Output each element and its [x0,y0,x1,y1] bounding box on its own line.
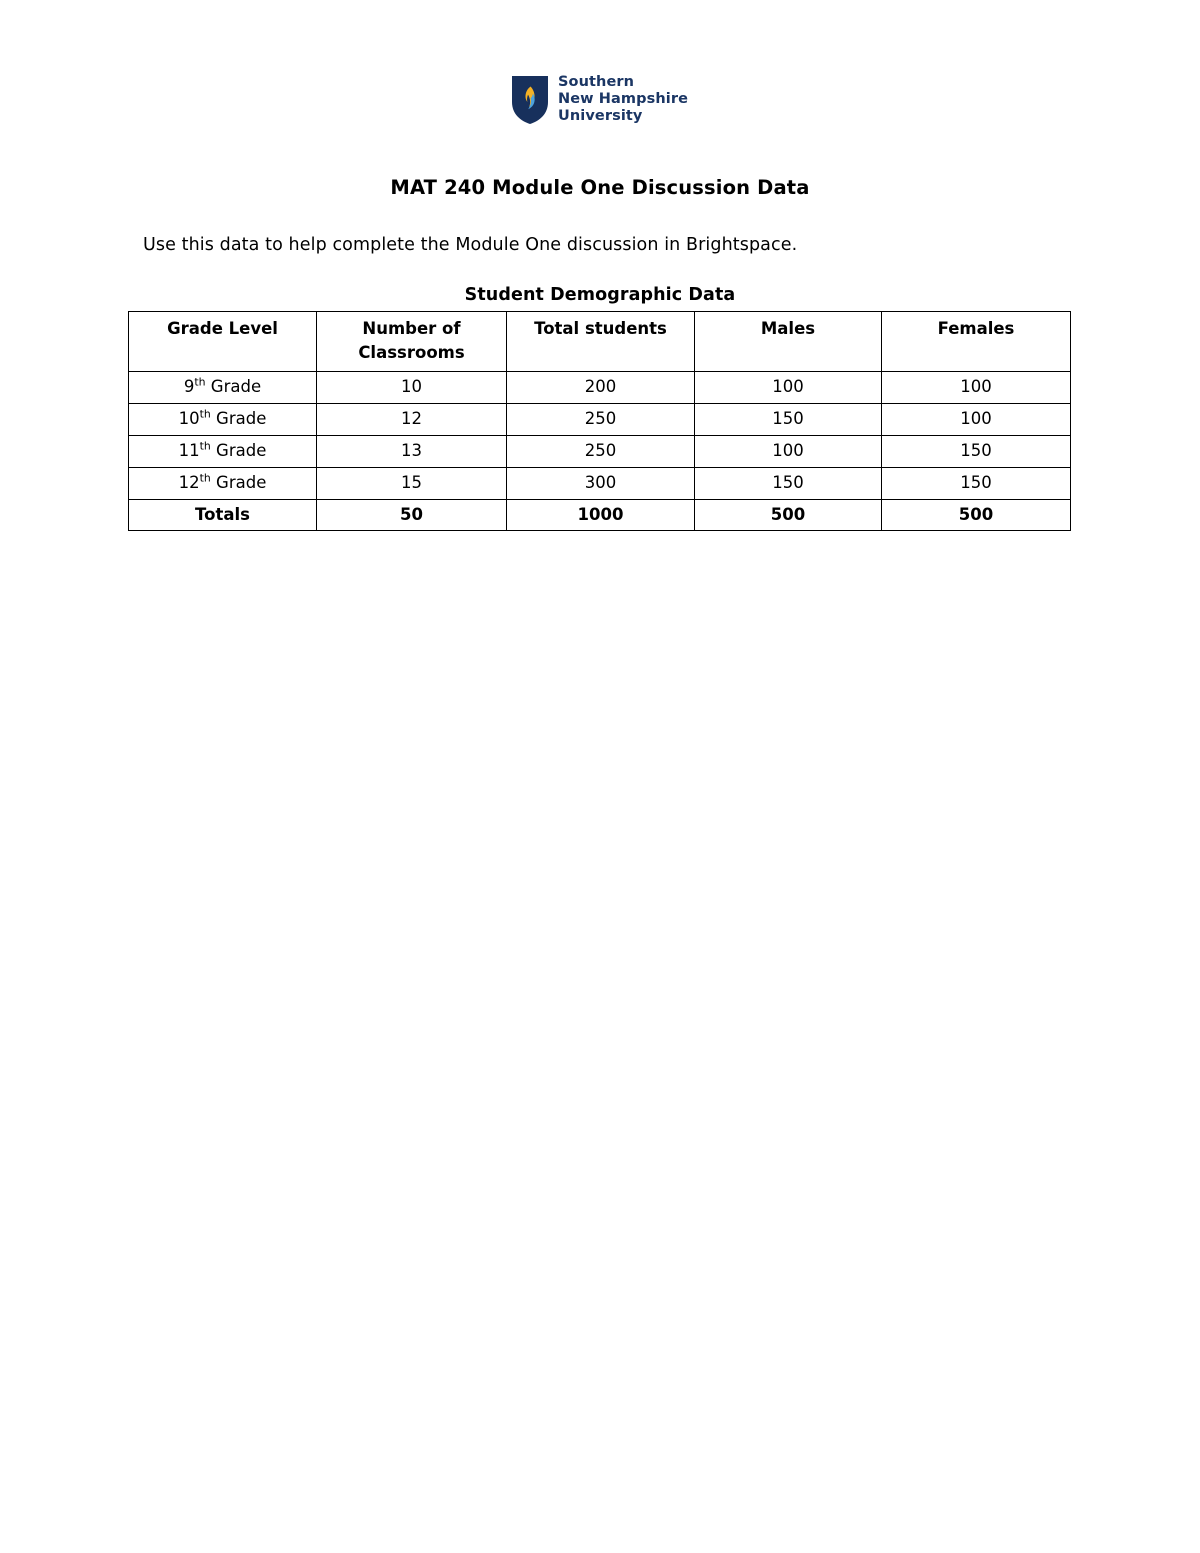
cell-total-students: 250 [507,403,695,435]
logo-wordmark [558,74,688,125]
cell-total-students: 200 [507,371,695,403]
table-row [129,403,1071,435]
grade-label: Grade [210,408,267,428]
logo-line-2: New Hampshire [557,91,689,108]
column-header-grade-level: Grade Level [129,312,317,372]
cell-classrooms: 12 [317,403,507,435]
demographic-table-container [128,311,1070,531]
table-totals-row [129,499,1071,531]
cell-grade-level [129,435,317,467]
cell-classrooms: 13 [317,435,507,467]
grade-label: Grade [210,440,267,460]
grade-ordinal-suffix: th [199,407,211,421]
cell-totals-males: 500 [695,499,882,531]
cell-totals-total-students: 1000 [507,499,695,531]
grade-ordinal-suffix: th [199,471,211,485]
logo-line-3: University [557,108,643,125]
cell-total-students: 300 [507,467,695,499]
cell-grade-level [129,371,317,403]
grade-number: 12 [178,472,200,492]
logo-line-1: Southern [557,74,635,90]
cell-totals-classrooms: 50 [317,499,507,531]
cell-females: 100 [882,403,1071,435]
cell-males: 100 [695,435,882,467]
column-header-males: Males [695,312,882,372]
cell-males: 150 [695,467,882,499]
grade-ordinal-suffix: th [199,439,211,453]
grade-ordinal-suffix: th [194,375,206,389]
intro-paragraph: Use this data to help complete the Module One discussion in Brightspace. [143,234,798,255]
cell-total-students: 250 [507,435,695,467]
cell-classrooms: 15 [317,467,507,499]
cell-females: 150 [882,435,1071,467]
grade-label: Grade [205,376,262,396]
cell-males: 100 [695,371,882,403]
table-row [129,467,1071,499]
cell-totals-females: 500 [882,499,1071,531]
grade-number: 10 [178,408,200,428]
table-row [129,435,1071,467]
logo-inner [512,74,688,125]
grade-label: Grade [210,472,267,492]
cell-totals-label: Totals [129,499,317,531]
column-header-number-of-classrooms: Number of Classrooms [317,312,507,372]
grade-number: 9 [183,376,195,396]
snhu-logo [0,74,1200,125]
table-header-row [129,312,1071,372]
cell-grade-level [129,403,317,435]
page-title: MAT 240 Module One Discussion Data [390,176,810,200]
cell-females: 100 [882,371,1071,403]
cell-grade-level [129,467,317,499]
table-caption: Student Demographic Data [464,284,736,305]
column-header-females: Females [882,312,1071,372]
grade-number: 11 [178,440,200,460]
student-demographic-table [128,311,1071,531]
cell-classrooms: 10 [317,371,507,403]
cell-females: 150 [882,467,1071,499]
column-header-total-students: Total students [507,312,695,372]
cell-males: 150 [695,403,882,435]
table-row [129,371,1071,403]
snhu-shield-icon [512,76,548,124]
